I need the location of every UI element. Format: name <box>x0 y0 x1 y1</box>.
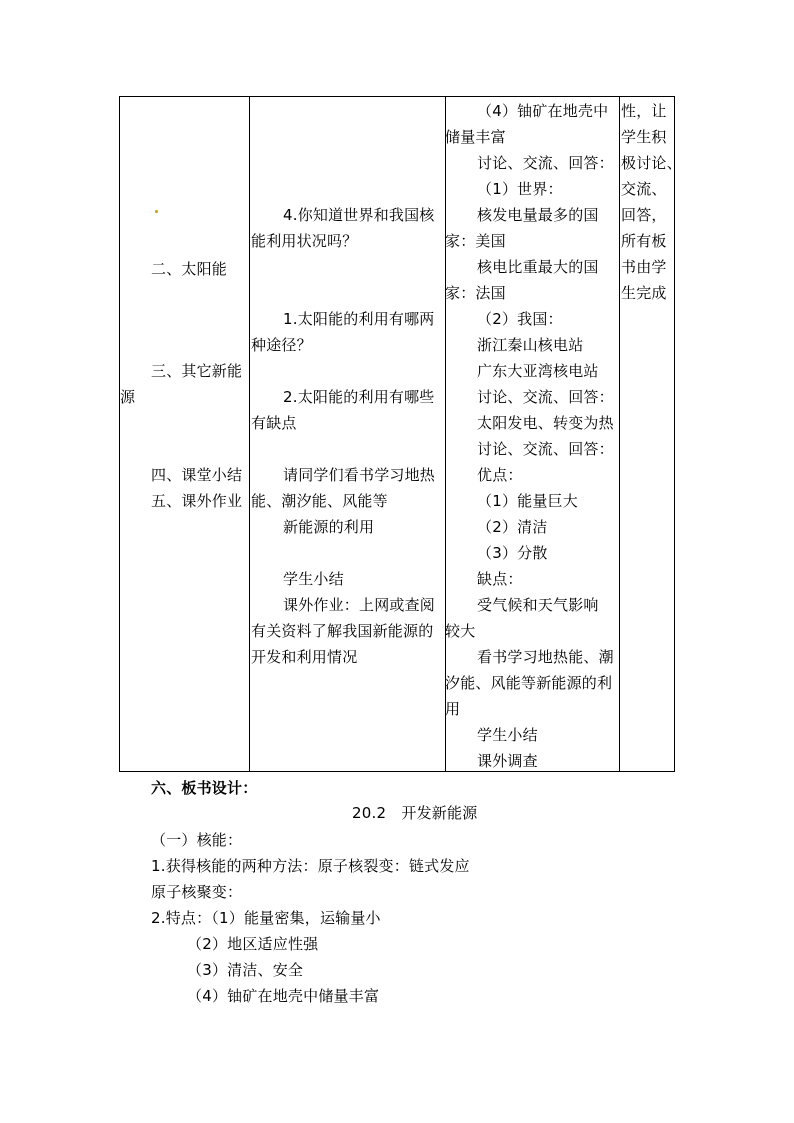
board-line: 2.特点：（1）能量密集，运输量小 <box>151 909 381 927</box>
student-summary: 学生小结 <box>283 570 344 588</box>
board-line: 原子核聚变： <box>151 883 243 901</box>
board-line: （一）核能： <box>151 831 243 849</box>
student-activity-line: （1）世界： <box>477 180 563 198</box>
design-note-line: 学生积 <box>621 128 667 146</box>
question-solar-ways-cont: 种途径？ <box>251 336 312 354</box>
board-title: 20.2 开发新能源 <box>352 804 478 822</box>
question-solar-pros-cons: 2.太阳能的利用有哪些 <box>283 388 435 406</box>
design-note-line: 极讨论、 <box>621 154 682 172</box>
student-activity-line: 讨论、交流、回答： <box>477 440 614 458</box>
student-activity-line: 家：美国 <box>445 232 506 250</box>
student-activity-line: 汐能、风能等新能源的利 <box>445 674 613 692</box>
student-activity-line: （1）能量巨大 <box>477 492 578 510</box>
section-summary: 四、课堂小结 <box>151 466 243 484</box>
student-activity-line: 缺点： <box>477 570 523 588</box>
homework-text-cont: 开发和利用情况 <box>251 648 358 666</box>
student-activity-line: （2）清洁 <box>477 518 548 536</box>
student-activity-line: 优点： <box>477 466 523 484</box>
section-other-new-energy: 三、其它新能 <box>151 362 243 380</box>
student-activity-line: 用 <box>445 700 461 718</box>
section-other-new-energy-cont: 源 <box>120 388 136 406</box>
student-activity-line: 储量丰富 <box>445 128 506 146</box>
student-activity-line: 较大 <box>445 622 476 640</box>
question-nuclear-status: 4.你知道世界和我国核 <box>283 206 435 224</box>
instruction-read-cont: 能、潮汐能、风能等 <box>251 492 388 510</box>
board-line: （2）地区适应性强 <box>187 935 319 953</box>
column-divider <box>619 97 620 771</box>
student-activity-line: 浙江秦山核电站 <box>477 336 584 354</box>
board-line: （3）清洁、安全 <box>187 961 304 979</box>
student-activity-line: 广东大亚湾核电站 <box>477 362 599 380</box>
student-activity-line: 太阳发电、转变为热 <box>477 414 614 432</box>
design-note-line: 交流、 <box>621 180 667 198</box>
homework-text: 课外作业：上网或查阅 <box>283 596 436 614</box>
question-nuclear-status-cont: 能利用状况吗？ <box>251 232 358 250</box>
stray-dot <box>155 210 158 213</box>
design-note-line: 书由学 <box>621 258 667 276</box>
student-activity-line: （4）铀矿在地壳中 <box>477 102 609 120</box>
homework-text-cont: 有关资料了解我国新能源的 <box>251 622 434 640</box>
student-activity-line: 核发电量最多的国 <box>477 206 599 224</box>
board-line: （4）铀矿在地壳中储量丰富 <box>187 987 380 1005</box>
question-solar-pros-cons-cont: 有缺点 <box>251 414 297 432</box>
student-activity-line: （2）我国： <box>477 310 563 328</box>
student-activity-line: 家：法国 <box>445 284 506 302</box>
instruction-read: 请同学们看书学习地热 <box>283 466 436 484</box>
design-note-line: 回答， <box>621 206 667 224</box>
column-divider <box>249 97 250 771</box>
student-activity-line: 看书学习地热能、潮 <box>477 648 614 666</box>
student-activity-line: 讨论、交流、回答： <box>477 154 614 172</box>
section-homework: 五、课外作业 <box>151 492 243 510</box>
student-activity-line: 受气候和天气影响 <box>477 596 599 614</box>
design-note-line: 所有板 <box>621 232 667 250</box>
board-design-heading: 六、板书设计： <box>151 779 258 797</box>
design-note-line: 性，让 <box>621 102 667 120</box>
student-activity-line: 讨论、交流、回答： <box>477 388 614 406</box>
question-solar-ways: 1.太阳能的利用有哪两 <box>283 310 435 328</box>
board-line: 1.获得核能的两种方法：原子核裂变：链式发应 <box>151 857 470 875</box>
design-note-line: 生完成 <box>621 284 667 302</box>
student-activity-line: 课外调查 <box>477 752 538 770</box>
instruction-read-cont: 新能源的利用 <box>283 518 375 536</box>
student-activity-line: 学生小结 <box>477 726 538 744</box>
student-activity-line: （3）分散 <box>477 544 548 562</box>
student-activity-line: 核电比重最大的国 <box>477 258 599 276</box>
section-solar: 二、太阳能 <box>151 260 228 278</box>
